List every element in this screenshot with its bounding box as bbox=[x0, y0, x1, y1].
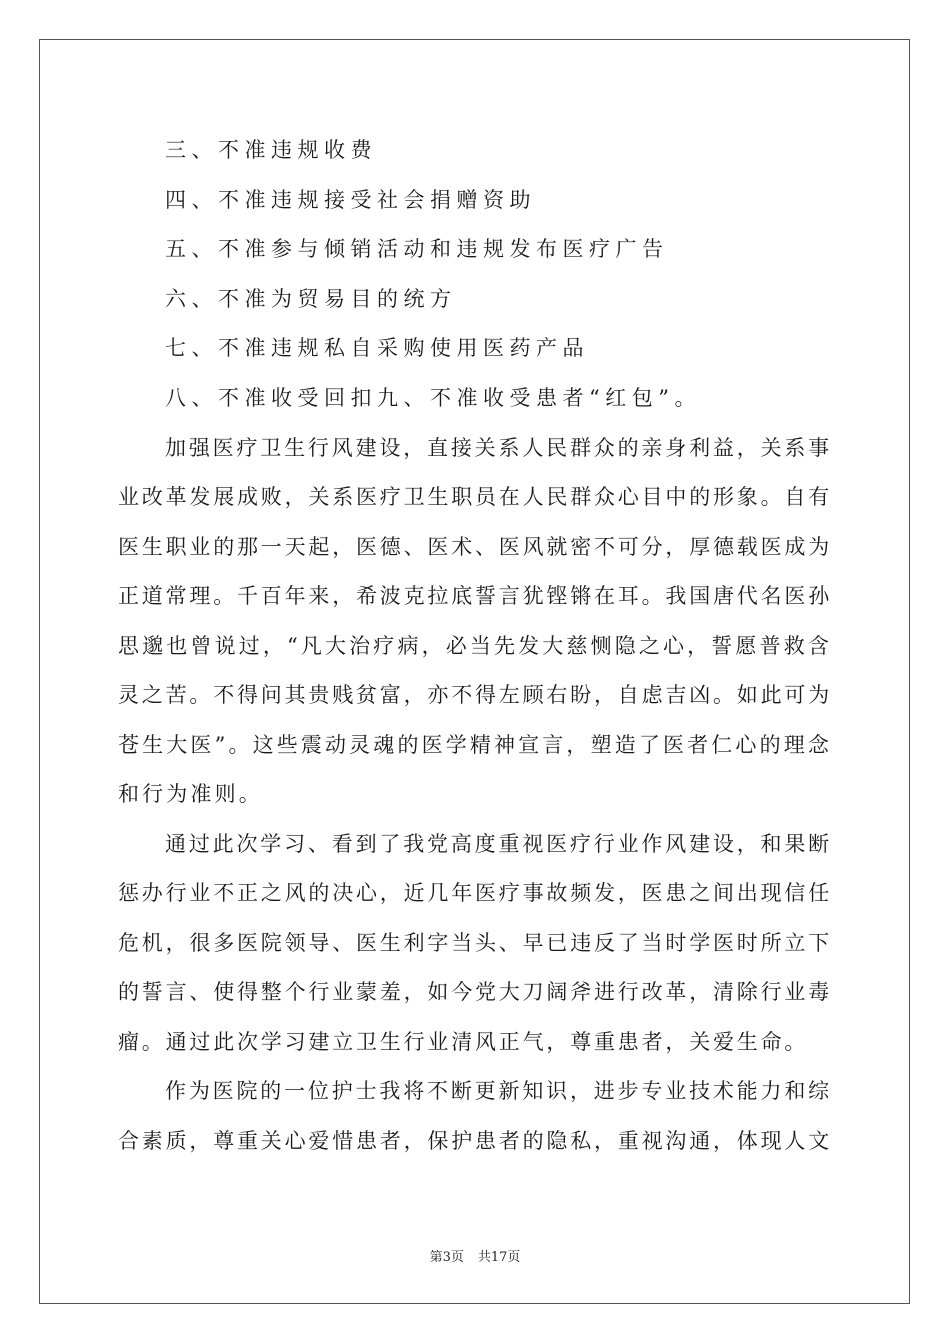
paragraph-line: 业改革发展成败，关系医疗卫生职员在人民群众心目中的形象。自有 bbox=[118, 485, 832, 509]
list-item: 七、不准违规私自采购使用医药产品 bbox=[165, 336, 589, 360]
paragraph-line: 思邈也曾说过，“凡大治疗病，必当先发大慈恻隐之心，誓愿普救含 bbox=[118, 634, 832, 658]
paragraph-line: 惩办行业不正之风的决心，近几年医疗事故频发，医患之间出现信任 bbox=[118, 881, 832, 905]
paragraph-line: 合素质，尊重关心爱惜患者，保护患者的隐私，重视沟通，体现人文 bbox=[118, 1129, 832, 1153]
list-item: 八、不准收受回扣九、不准收受患者“红包”。 bbox=[165, 386, 701, 410]
paragraph-line: 正道常理。千百年来，希波克拉底誓言犹铿锵在耳。我国唐代名医孙 bbox=[118, 584, 832, 608]
list-item: 四、不准违规接受社会捐赠资助 bbox=[165, 188, 536, 212]
list-item: 六、不准为贸易目的统方 bbox=[165, 287, 457, 311]
paragraph-line: 灵之苦。不得问其贵贱贫富，亦不得左顾右盼，自虑吉凶。如此可为 bbox=[118, 683, 832, 707]
page-footer bbox=[0, 1246, 950, 1265]
list-item: 三、不准违规收费 bbox=[165, 138, 377, 162]
page-number: 第3页 bbox=[429, 1250, 464, 1265]
paragraph-line: 瘤。通过此次学习建立卫生行业清风正气，尊重患者，关爱生命。 bbox=[118, 1030, 809, 1054]
paragraph-line: 和行为准则。 bbox=[118, 782, 263, 806]
paragraph-line: 危机，很多医院领导、医生利字当头、早已违反了当时学医时所立下 bbox=[118, 931, 832, 955]
paragraph-line: 通过此次学习、看到了我党高度重视医疗行业作风建设，和果断 bbox=[165, 832, 832, 856]
paragraph-line: 的誓言、使得整个行业蒙羞，如今党大刀阔斧进行改革，清除行业毒 bbox=[118, 980, 832, 1004]
paragraph-line: 加强医疗卫生行风建设，直接关系人民群众的亲身利益，关系事 bbox=[165, 436, 832, 460]
list-item: 五、不准参与倾销活动和违规发布医疗广告 bbox=[165, 237, 669, 261]
page-total: 共17页 bbox=[477, 1250, 521, 1265]
paragraph-line: 医生职业的那一天起，医德、医术、医风就密不可分，厚德载医成为 bbox=[118, 535, 832, 559]
page-border bbox=[39, 39, 910, 1304]
paragraph-line: 苍生大医”。这些震动灵魂的医学精神宣言，塑造了医者仁心的理念 bbox=[118, 733, 832, 757]
paragraph-line: 作为医院的一位护士我将不断更新知识，进步专业技术能力和综 bbox=[165, 1079, 832, 1103]
